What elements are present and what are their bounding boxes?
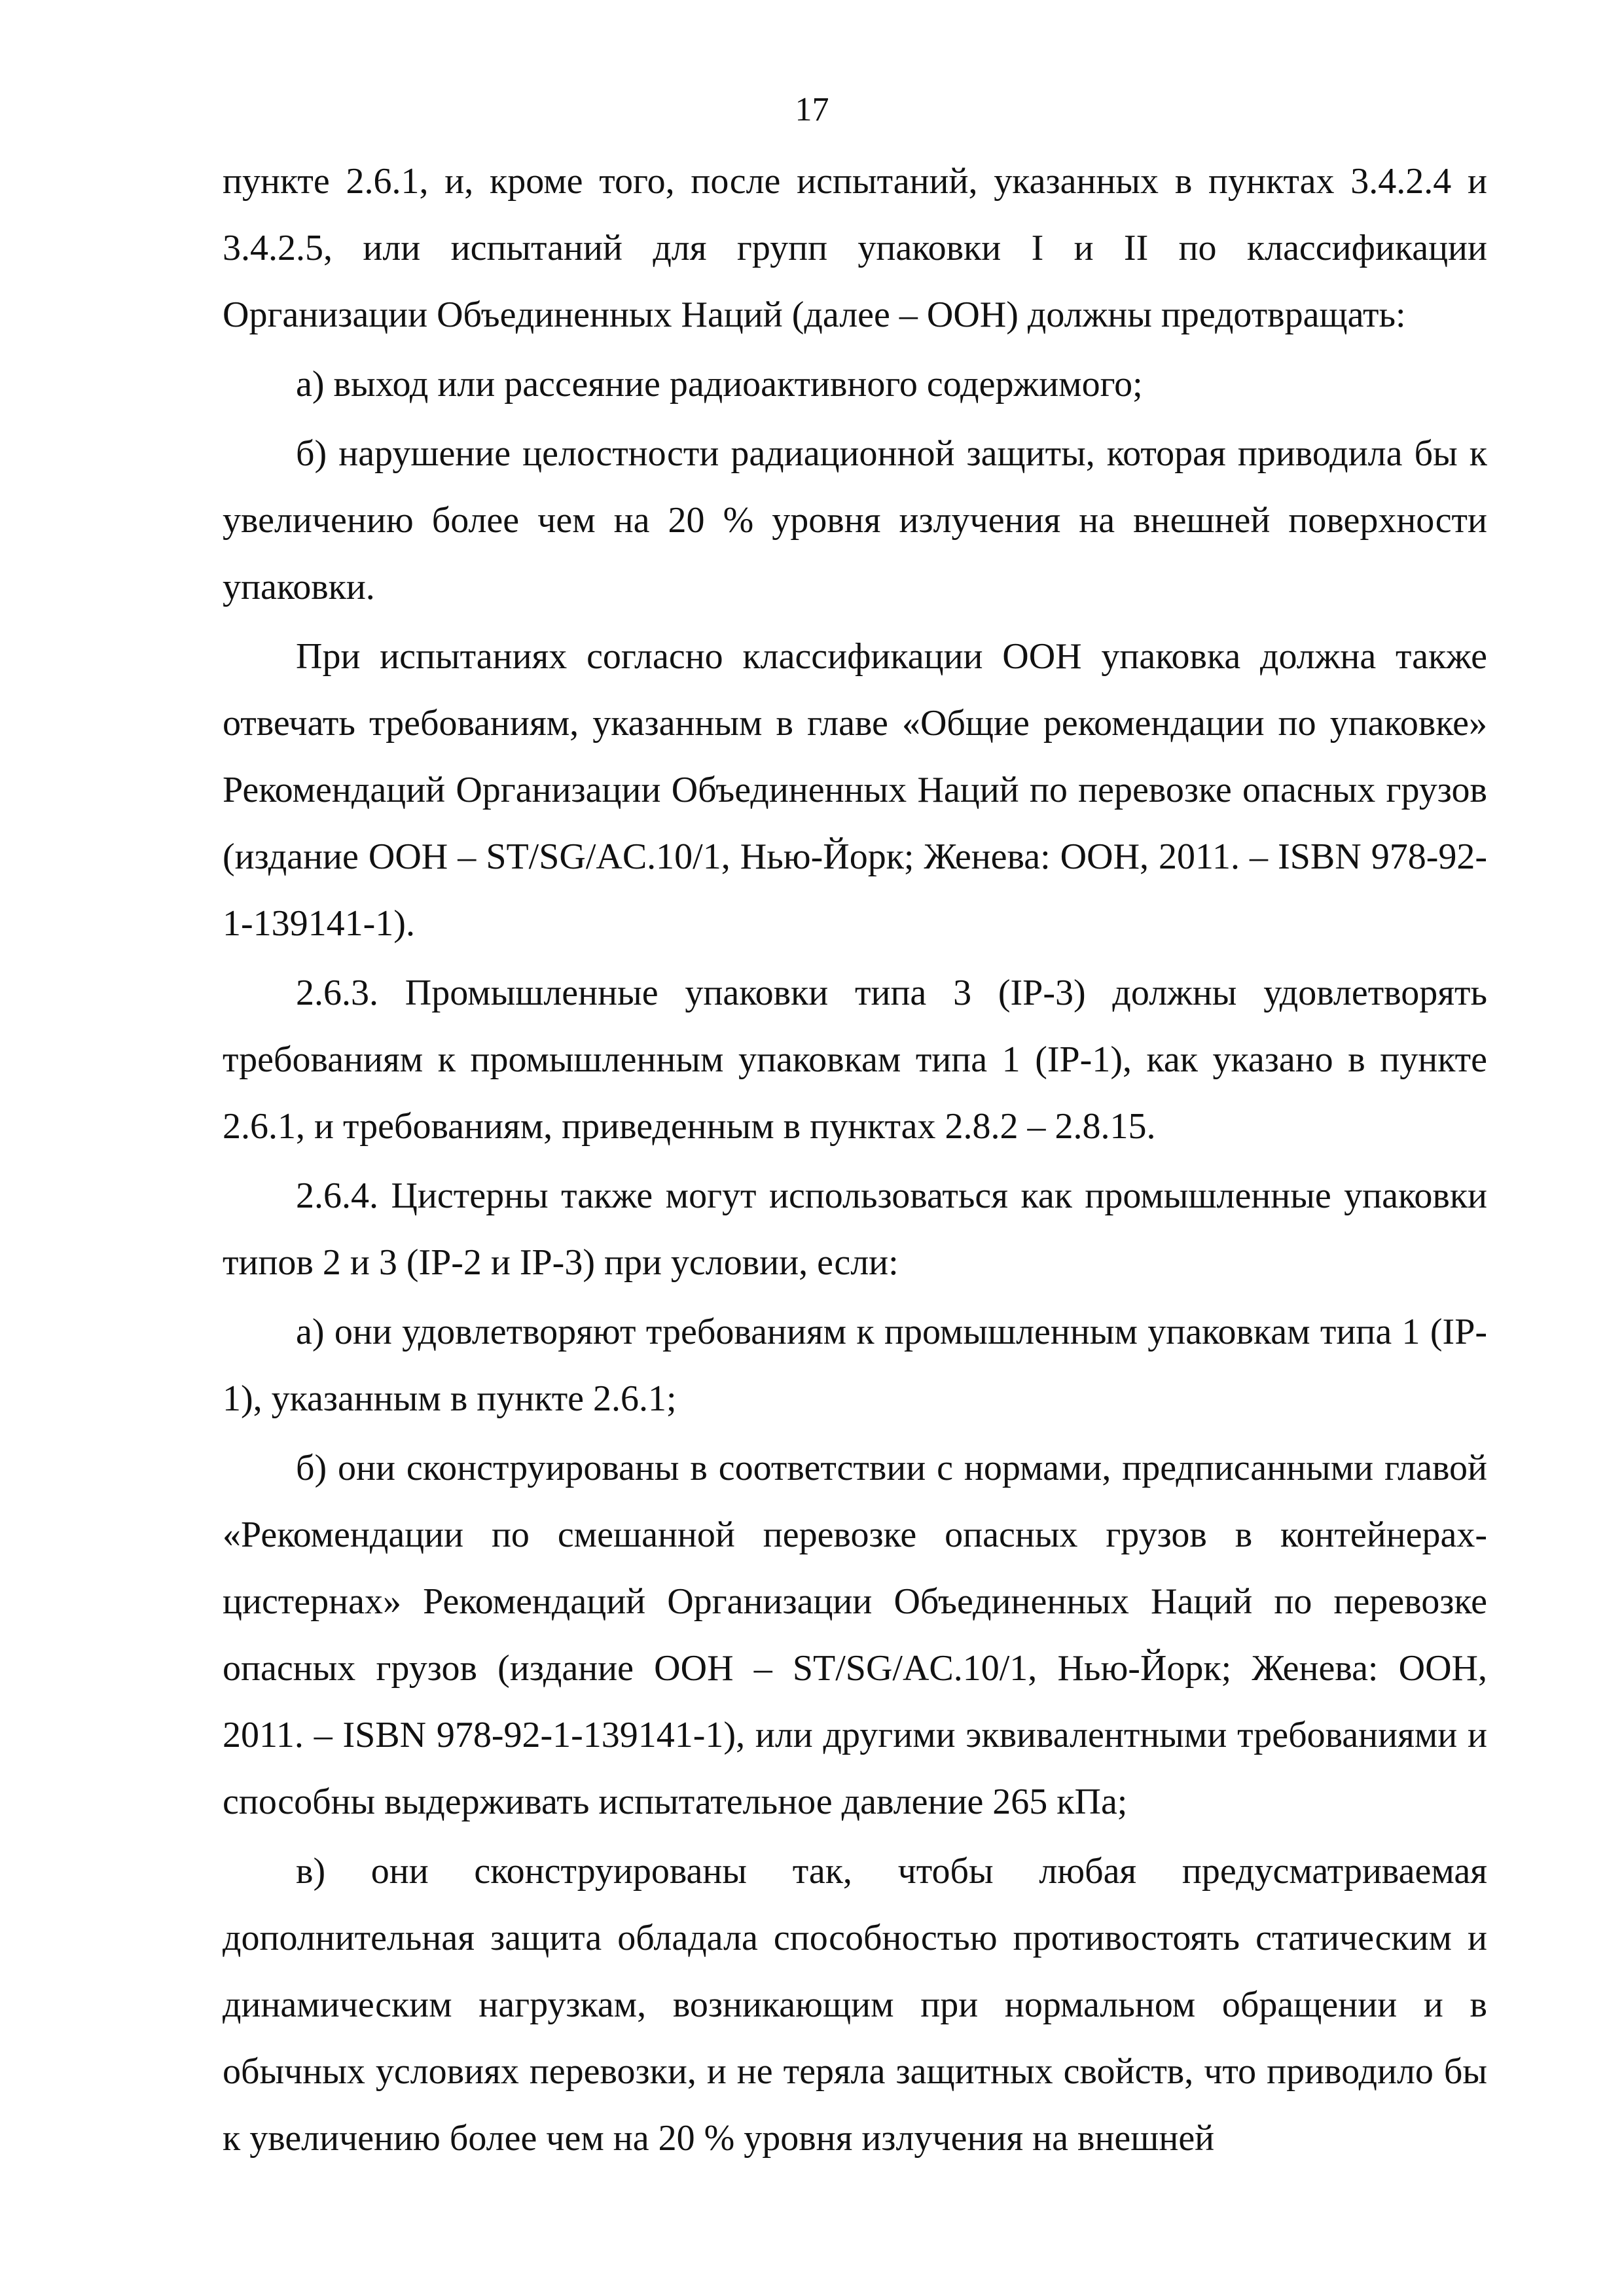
page-number: 17 bbox=[795, 91, 829, 128]
paragraph-item-a: а) выход или рассеяние радиоактивного содержимого; bbox=[296, 364, 1143, 404]
paragraph-2-6-4-item-a: а) они удовлетворяют требованиям к промышленным упаковкам типа 1 (IP-1), указанным в пункте 2.6.1; bbox=[223, 1312, 1487, 1419]
paragraph-continuation: пункте 2.6.1, и, кроме того, после испытаний, указанных в пунктах 3.4.2.4 и 3.4.2.5, или испытаний для групп упаковки I и II по классификации Организации Объединенных Наций (далее – ООН) должны предотвращать: bbox=[223, 161, 1487, 335]
document-body bbox=[223, 148, 1487, 2172]
paragraph-2-6-4-item-c: в) они сконструированы так, чтобы любая предусматриваемая дополнительная защита обладала способностью противостоять статическим и динамическим нагрузкам, возникающим при нормальном обращении и в обычных условиях перевозки, и не теряла защитных свойств, что приводило бы к увеличению более чем на 20 % уровня излучения на внешней bbox=[223, 1851, 1487, 2159]
paragraph-item-b: б) нарушение целостности радиационной защиты, которая приводила бы к увеличению более чем на 20 % уровня излучения на внешней поверхности упаковки. bbox=[223, 433, 1487, 607]
paragraph-un-testing: При испытаниях согласно классификации ООН упаковка должна также отвечать требованиям, указанным в главе «Общие рекомендации по упаковке» Рекомендаций Организации Объединенных Наций по перевозке опасных грузов (издание ООН – ST/SG/AC.10/1, Нью-Йорк; Женева: ООН, 2011. – ISBN 978-92-1-139141-1). bbox=[223, 636, 1487, 944]
paragraph-2-6-4: 2.6.4. Цистерны также могут использоваться как промышленные упаковки типов 2 и 3 (IP-2 и IP-3) при условии, если: bbox=[223, 1175, 1487, 1283]
paragraph-2-6-3: 2.6.3. Промышленные упаковки типа 3 (IP-3) должны удовлетворять требованиям к промышленным упаковкам типа 1 (IP-1), как указано в пункте 2.6.1, и требованиям, приведенным в пунктах 2.8.2 – 2.8.15. bbox=[223, 973, 1487, 1147]
paragraph-2-6-4-item-b: б) они сконструированы в соответствии с нормами, предписанными главой «Рекомендации по смешанной перевозке опасных грузов в контейнерах-цистернах» Рекомендаций Организации Объединенных Наций по перевозке опасных грузов (издание ООН – ST/SG/AC.10/1, Нью-Йорк; Женева: ООН, 2011. – ISBN 978-92-1-139141-1), или другими эквивалентными требованиями и способны выдерживать испытательное давление 265 кПа; bbox=[223, 1448, 1487, 1822]
